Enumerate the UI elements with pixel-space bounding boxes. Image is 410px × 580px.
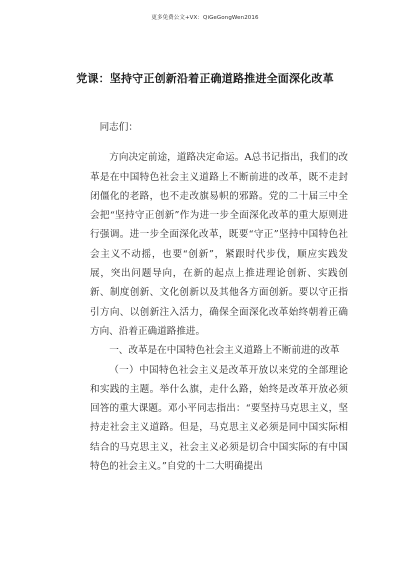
header-note: 更多免费公文+VX：QiGeGongWen2016 xyxy=(151,15,259,21)
document-body xyxy=(90,118,348,476)
paragraph-intro: 方向决定前途，道路决定命运。A总书记指出，我们的改革是在中国特色社会主义道路上不断前进的改革，既不走封闭僵化的老路，也不走改旗易帜的邪路。党的二十届三中全会把“坚持守正创新”作为进一步全面深化改革的重大原则进行强调。进一步全面深化改革，既要“守正”坚持中国特色社会主义不动摇，也要“创新”，紧跟时代步伐，顺应实践发展，突出问题导向，在新的起点上推进理论创新、实践创新、制度创新、文化创新以及其他各方面创新。要以守正指引方向、以创新注入活力，确保全面深化改革始终朝着正确方向、沿着正确道路推进。 xyxy=(90,152,348,337)
greeting: 同志们： xyxy=(99,122,138,133)
section-heading-1: 一、改革是在中国特色社会主义道路上不断前进的改革 xyxy=(109,345,340,357)
paragraph-section-1-1: （一）中国特色社会主义是改革开放以来党的全部理论和实践的主题。举什么旗，走什么路，始终是改革开放必须回答的重大课题。邓小平同志指出：“要坚持马克思主义，坚持走社会主义道路。但是，马克思主义必须是同中国实际相结合的马克思主义，社会主义必须是切合中国实际的有中国特色的社会主义。”自党的十二大明确提出 xyxy=(90,364,348,473)
document-title: 党课：坚持守正创新沿着正确道路推进全面深化改革 xyxy=(76,72,334,85)
